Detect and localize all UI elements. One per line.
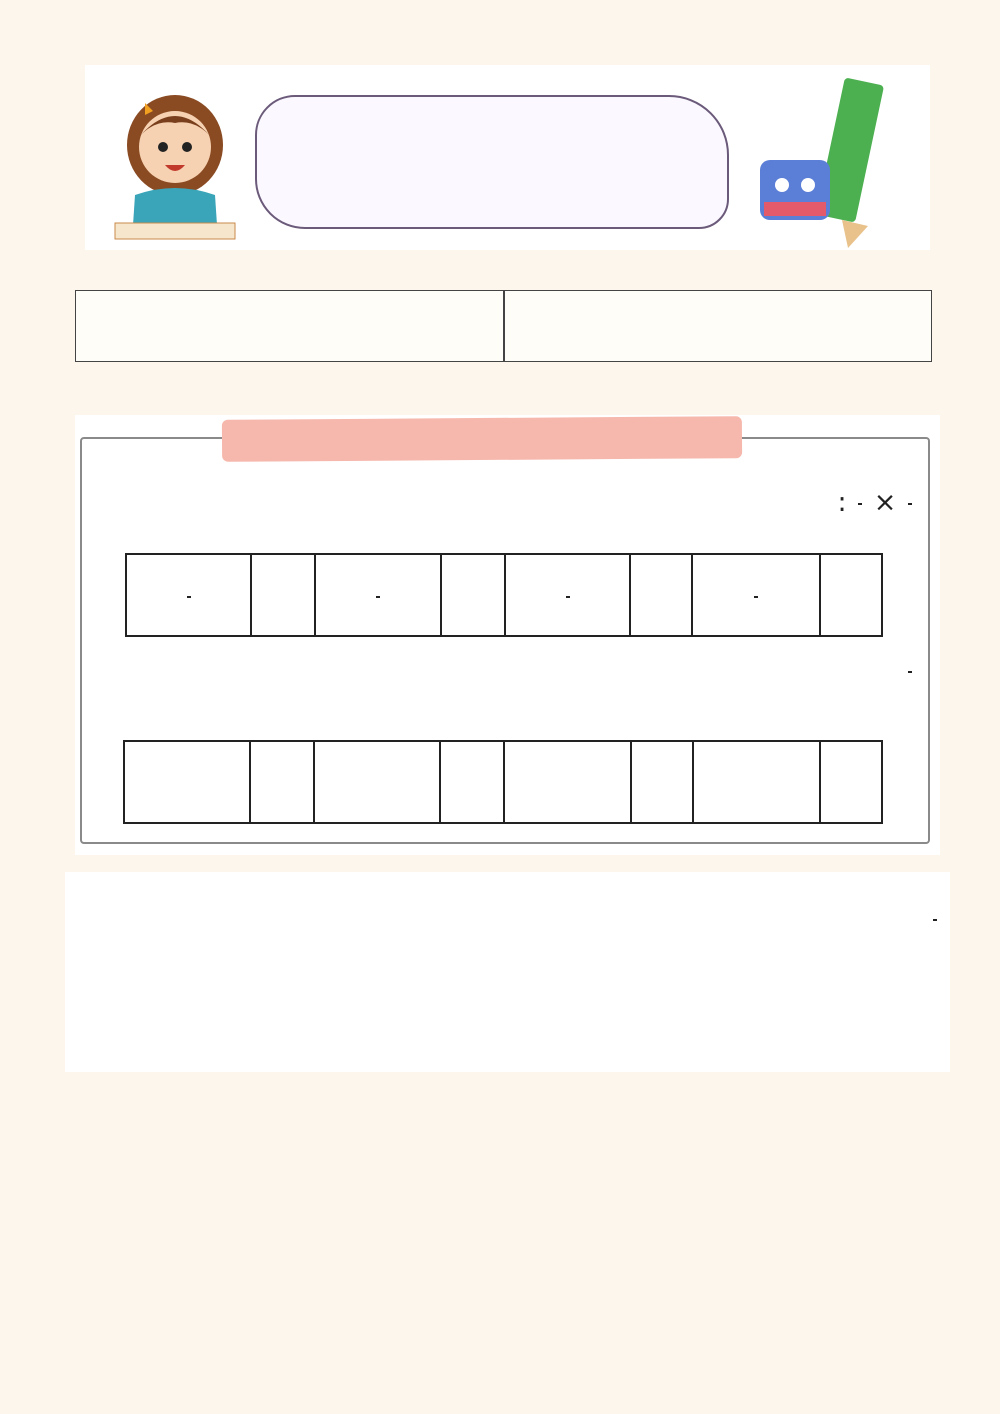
student-info-box: [75, 290, 932, 362]
q1-option-d-letter: [251, 554, 315, 636]
bottom-triangle-border: [0, 1345, 1000, 1405]
area-problem: [80, 890, 940, 948]
pencil-characters-illustration: [730, 70, 920, 250]
q2-option-a[interactable]: [693, 741, 820, 823]
q1-option-b-letter: [630, 554, 692, 636]
q1-option-a[interactable]: [692, 554, 820, 636]
q1-fraction-a: [908, 501, 912, 507]
q1-option-c-letter: [441, 554, 505, 636]
q2-option-d[interactable]: [124, 741, 250, 823]
q2-option-b[interactable]: [504, 741, 630, 823]
q1-option-d[interactable]: [126, 554, 251, 636]
q1-colon: :: [837, 487, 847, 518]
q2-fraction: [908, 669, 912, 675]
info-divider: [503, 291, 505, 361]
times-sign: ×: [873, 487, 897, 518]
question-heading-bg: [222, 416, 742, 462]
q2-option-c[interactable]: [314, 741, 440, 823]
q1-fraction-b: [858, 501, 862, 507]
q2-prompt: [905, 655, 915, 686]
title-banner: [255, 95, 729, 229]
q2-option-d-letter: [250, 741, 314, 823]
area-problem-line-2: [80, 890, 940, 948]
area-fraction: [933, 917, 937, 923]
q2-option-b-letter: [631, 741, 693, 823]
q1-option-b[interactable]: [505, 554, 630, 636]
q1-options-table: [125, 553, 883, 637]
left-triangle-border: [8, 0, 68, 1414]
q1-prompt: [837, 487, 915, 518]
q2-options-table: [123, 740, 883, 824]
q1-option-a-letter: [820, 554, 882, 636]
q2-option-a-letter: [820, 741, 882, 823]
q1-option-c[interactable]: [315, 554, 441, 636]
q2-option-c-letter: [440, 741, 504, 823]
right-triangle-border: [935, 0, 995, 1414]
girl-writing-illustration: [105, 85, 245, 245]
